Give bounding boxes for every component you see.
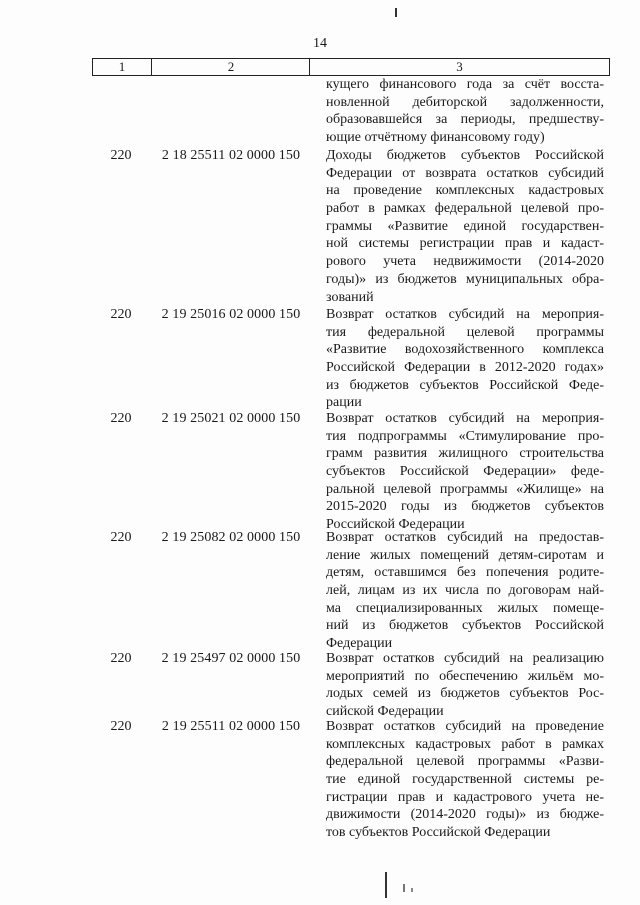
description-line: федеральной целевой программы «Разви- — [326, 754, 604, 770]
description-line: Возврат остатков субсидий на реализацию — [326, 651, 604, 666]
description-line: Возврат остатков субсидий на мероприя- — [326, 307, 604, 322]
row-kbk: 2 19 25016 02 0000 150 — [161, 307, 301, 322]
description-line: субъектов Российской Федерации» феде- — [326, 464, 604, 480]
description-line: детям, оставшимся без попечения родите- — [326, 565, 604, 581]
description-line: тие единой государственной системы ре- — [326, 772, 604, 788]
description-line: рации — [326, 395, 362, 411]
row-code: 220 — [110, 651, 132, 666]
description-line: Федерации от возврата остатков субсидий — [326, 165, 604, 181]
header-col-2: 2 — [151, 59, 310, 75]
description-line: тия федеральной целевой программы — [326, 324, 604, 340]
description-line: годы)» из бюджетов муниципальных обра- — [326, 271, 604, 287]
description-line: Доходы бюджетов субъектов Российской — [326, 148, 604, 163]
description-line: 2015-2020 годы из бюджетов субъектов — [326, 499, 604, 515]
scan-mark-top — [395, 8, 397, 17]
description-line: ющие отчётному финансовому году) — [326, 130, 545, 146]
description-line: образовавшейся за периоды, предшеству- — [326, 112, 604, 128]
description-line: работ в рамках федеральной целевой про- — [326, 201, 604, 217]
row-kbk: 2 19 25497 02 0000 150 — [161, 651, 301, 666]
scan-mark-bottom-dot — [411, 888, 413, 892]
description-line: лей, лицам из их числа по договорам най- — [326, 583, 604, 599]
row-code: 220 — [110, 530, 132, 545]
row-description — [326, 529, 604, 653]
header-col-3: 3 — [309, 59, 609, 75]
scan-mark-bottom — [385, 872, 387, 898]
row-code: 220 — [110, 148, 132, 163]
description-line: Российской Федерации — [326, 517, 465, 533]
description-line: ной системы регистрации прав и кадаст- — [326, 236, 604, 252]
header-col-1: 1 — [118, 59, 126, 74]
description-line: лодых семей из бюджетов субъектов Рос- — [326, 686, 604, 702]
page-number: 14 — [313, 36, 327, 51]
description-line: граммы «Развитие единой государствен- — [326, 218, 604, 234]
description-line: ральной целевой программы «Жилище» на — [326, 481, 604, 497]
row-code: 220 — [110, 307, 132, 322]
row-kbk: 2 19 25511 02 0000 150 — [161, 719, 301, 734]
description-line: на проведение комплексных кадастровых — [326, 183, 604, 199]
description-line: зований — [326, 289, 374, 305]
row-description — [326, 76, 604, 147]
description-line: «Развитие водохозяйственного комплекса — [326, 342, 604, 358]
row-description — [326, 718, 604, 842]
description-line: гистрации прав и кадастрового учета не- — [326, 789, 604, 805]
row-kbk: 2 19 25021 02 0000 150 — [161, 411, 301, 426]
description-line: сийской Федерации — [326, 704, 444, 720]
row-kbk: 2 18 25511 02 0000 150 — [161, 148, 301, 163]
description-line: рового учета недвижимости (2014-2020 — [326, 254, 604, 270]
description-line: Федерации — [326, 636, 393, 652]
row-code: 220 — [110, 719, 132, 734]
row-description — [326, 410, 604, 534]
row-description — [326, 306, 604, 412]
description-line: грамм развития жилищного строительства — [326, 446, 604, 462]
description-line: Возврат остатков субсидий на проведение — [326, 719, 604, 734]
description-line: тов субъектов Российской Федерации — [326, 825, 551, 841]
row-description — [326, 650, 604, 721]
description-line: мероприятий по обеспечению жильём мо- — [326, 668, 604, 684]
description-line: Возврат остатков субсидий на предостав- — [326, 530, 604, 545]
description-line: ний из бюджетов субъектов Российской — [326, 618, 604, 634]
description-line: комплексных кадастровых работ в рамках — [326, 736, 604, 752]
row-kbk: 2 19 25082 02 0000 150 — [161, 530, 301, 545]
description-line: кущего финансового года за счёт восста- — [326, 77, 604, 92]
description-line: Российской Федерации в 2012-2020 годах» — [326, 360, 604, 376]
scan-mark-bottom-small — [403, 884, 405, 892]
description-line: Возврат остатков субсидий на мероприя- — [326, 411, 604, 426]
row-description — [326, 147, 604, 306]
description-line: из бюджетов субъектов Российской Феде- — [326, 377, 604, 393]
description-line: тия подпрограммы «Стимулирование про- — [326, 428, 604, 444]
description-line: ление жилых помещений детям-сиротам и — [326, 547, 604, 563]
description-line: движимости (2014-2020 годы)» из бюдже- — [326, 807, 604, 823]
table-header — [92, 58, 610, 76]
row-code: 220 — [110, 411, 132, 426]
description-line: ма специализированных жилых помеще- — [326, 600, 604, 616]
description-line: новленной дебиторской задолженности, — [326, 94, 604, 110]
